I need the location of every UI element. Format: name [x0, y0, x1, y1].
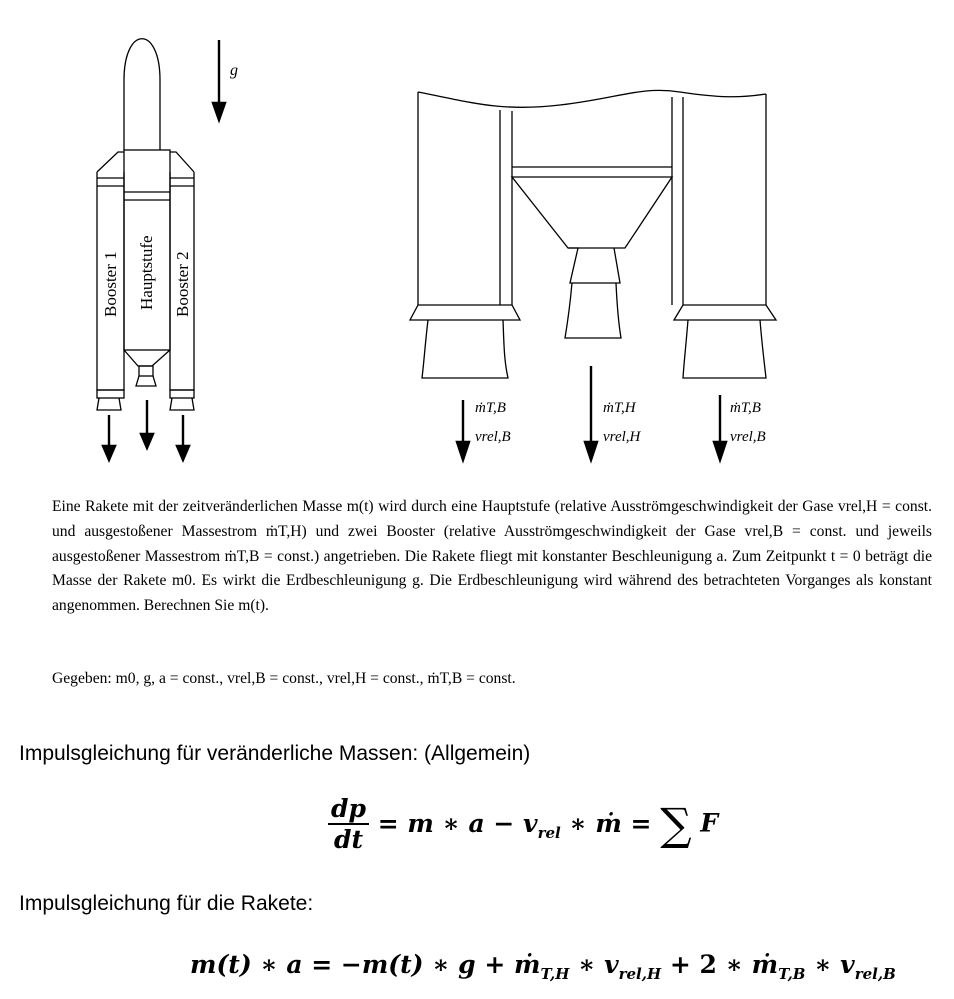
section-heading-general: Impulsgleichung für veränderliche Massen: (Allgemein) — [19, 742, 531, 765]
flow-right-velocity: vrel,B — [730, 429, 766, 445]
flow-center-mass: ṁT,H — [603, 400, 636, 416]
main-stage-cone — [512, 177, 672, 248]
flow-left-velocity: vrel,B — [475, 429, 511, 445]
problem-statement — [52, 495, 932, 619]
main-stage-nozzle — [565, 283, 621, 338]
flow-center-velocity: vrel,H — [603, 429, 641, 445]
rocket-figure — [0, 0, 954, 480]
left-booster-nozzle — [422, 320, 508, 378]
rocket-nose — [124, 39, 160, 150]
problem-text: Eine Rakete mit der zeitveränderlichen Masse m(t) wird durch eine Hauptstufe (relative Ausströmgeschwindigkeit der Gase vrel,H = const. und ausgestoßener Massestrom ṁT,H) und zwei Booster (relative Ausströmgeschwindigkeit der Gase vrel,B = const. und jeweils ausgestoßener Massestrom ṁT,B = const.) angetrieben. Die Rakete fliegt mit konstanter Beschleunigung a. Zum Zeitpunkt t = 0 beträgt die Masse der Rakete m0. Es wirkt die Erdbeschleunigung g. Die Erdbeschleunigung wird während des betrachteten Vorganges als konstant angenommen. Berechnen Sie m(t). — [52, 498, 932, 615]
booster-1-label: Booster 1 — [101, 251, 120, 317]
main-stage-label: Hauptstufe — [137, 235, 156, 310]
flow-right-mass: ṁT,B — [730, 400, 761, 416]
equation-general: $\frac{dp}{dt}$ = m ∗ $a - v_{rel}$ ∗ ṁ = ∑ F — [328, 795, 718, 855]
flow-left-mass: ṁT,B — [475, 400, 506, 416]
right-booster-nozzle — [683, 320, 766, 378]
given-values: Gegeben: m0, g, a = const., vrel,B = const., vrel,H = const., ṁT,B = const. — [52, 670, 516, 687]
detail-top-cut — [418, 90, 766, 107]
equation-rocket: m(t) ∗ a = −m(t) ∗ g + ṁ$_{T,H}$ ∗ $v_{rel,H} + 2$ ∗ ṁ$_{T,B}$ ∗ $v_{rel,B}$ — [190, 950, 896, 983]
section-heading-rocket: Impulsgleichung für die Rakete: — [19, 892, 314, 915]
gravity-label: g — [230, 62, 238, 79]
booster-2-label: Booster 2 — [173, 251, 192, 317]
